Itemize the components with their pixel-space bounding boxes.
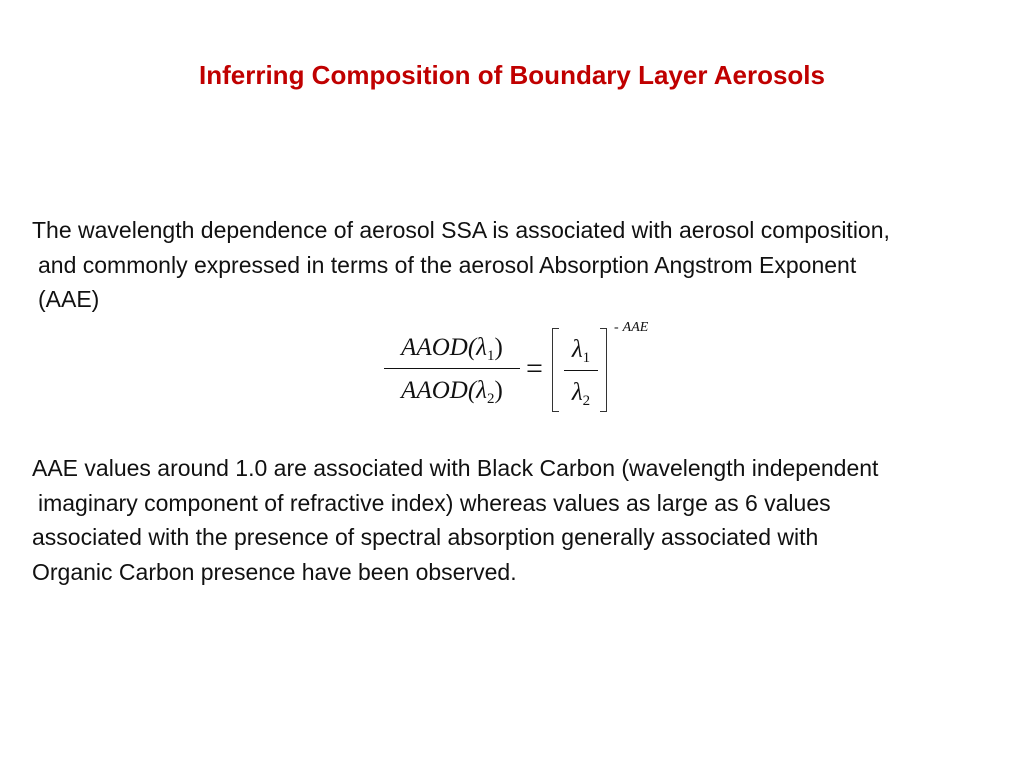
aae-line-1: AAE values around 1.0 are associated with Black Carbon (wavelength independent bbox=[32, 455, 879, 481]
aaod-numerator bbox=[382, 330, 522, 366]
equals-sign: = bbox=[526, 352, 543, 385]
rhs-lambda-den-sub: 2 bbox=[582, 393, 591, 409]
wavelength-ratio-fraction bbox=[564, 332, 598, 411]
aaod-denominator bbox=[382, 373, 522, 409]
aae-line-2: imaginary component of refractive index) whereas values as large as 6 values bbox=[38, 489, 831, 516]
slide-title: Inferring Composition of Boundary Layer Aerosols bbox=[199, 60, 825, 90]
aae-equation bbox=[378, 320, 678, 420]
aaod-ratio-fraction bbox=[382, 330, 522, 409]
aae-line-4: Organic Carbon presence have been observed. bbox=[32, 558, 517, 585]
aae-exponent bbox=[614, 320, 648, 336]
intro-line-2: and commonly expressed in terms of the aerosol Absorption Angstrom Exponent bbox=[38, 251, 857, 278]
right-bracket bbox=[600, 328, 607, 412]
lambda-num-symbol: λ bbox=[476, 334, 487, 361]
rhs-lambda-num-sub: 1 bbox=[582, 350, 591, 366]
intro-line-1: The wavelength dependence of aerosol SSA is associated with aerosol composition, bbox=[32, 217, 890, 243]
lambda-den-subscript: 2 bbox=[486, 391, 495, 407]
aaod-den-base: AAOD( bbox=[401, 377, 477, 404]
intro-line-3: (AAE) bbox=[38, 286, 100, 312]
lambda-num-subscript: 1 bbox=[486, 348, 495, 364]
aaod-den-close: ) bbox=[494, 377, 503, 404]
wavelength-numerator bbox=[564, 332, 598, 368]
exponent-text: AAE bbox=[622, 320, 649, 335]
intro-paragraph bbox=[32, 213, 1012, 317]
aae-paragraph bbox=[32, 451, 1012, 589]
aae-line-3: associated with the presence of spectral absorption generally associated with bbox=[32, 524, 819, 550]
rhs-lambda-num: λ bbox=[571, 336, 583, 363]
aaod-num-base: AAOD( bbox=[401, 334, 477, 361]
rhs-lambda-den: λ bbox=[571, 379, 583, 406]
lambda-den-symbol: λ bbox=[476, 377, 487, 404]
left-bracket bbox=[552, 328, 559, 412]
fraction-bar bbox=[384, 368, 520, 369]
aaod-num-close: ) bbox=[494, 334, 503, 361]
wavelength-denominator bbox=[564, 375, 598, 411]
exponent-sign: - bbox=[614, 320, 619, 335]
inner-fraction-bar bbox=[564, 370, 598, 371]
